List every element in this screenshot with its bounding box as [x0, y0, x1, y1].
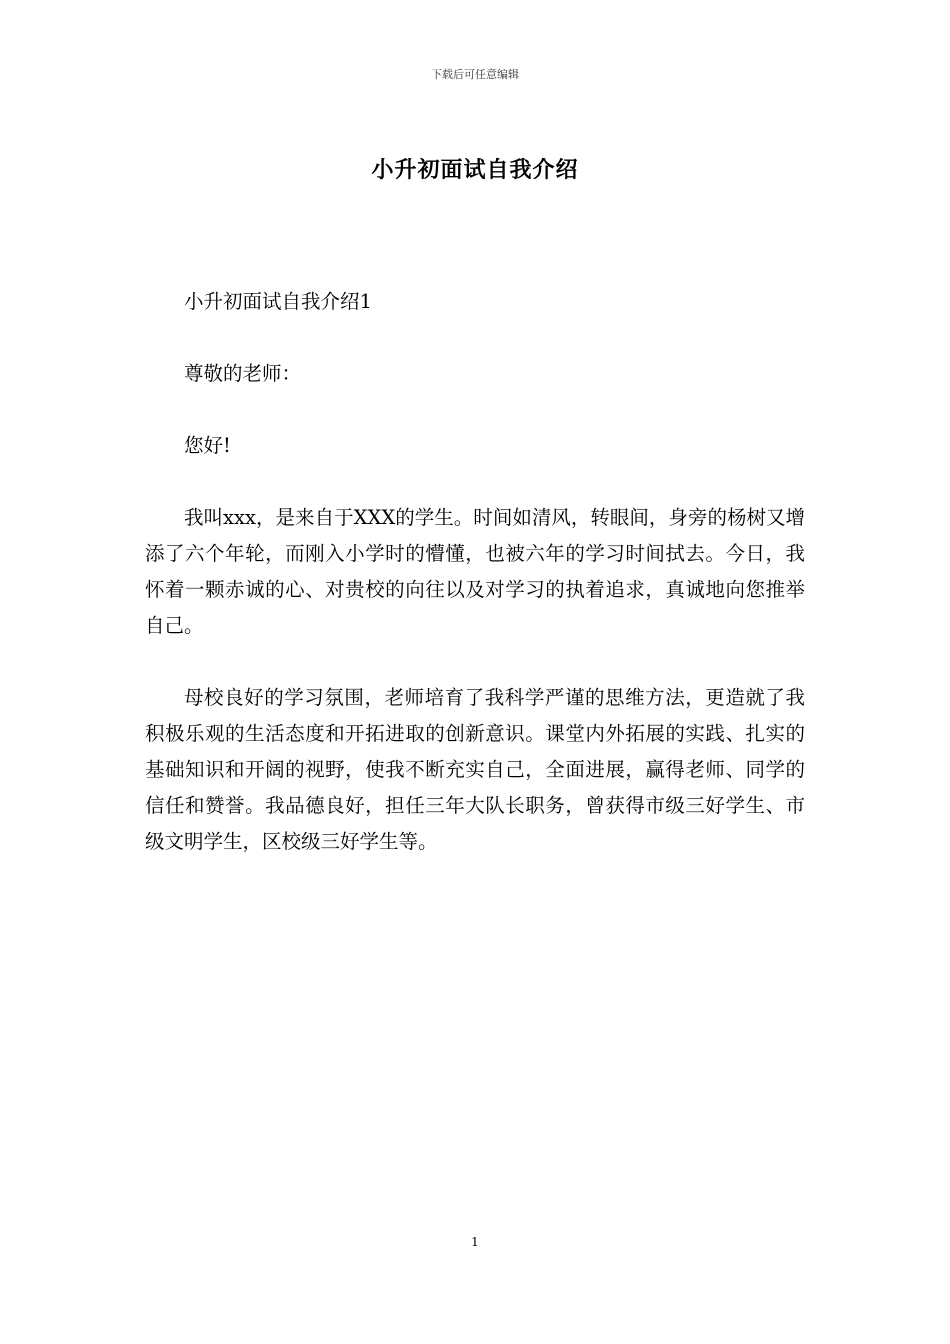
body-paragraph: 我叫xxx，是来自于XXX的学生。时间如清风，转眼间，身旁的杨树又增添了六个年轮，而刚入小学时的懵懂，也被六年的学习时间拭去。今日，我怀着一颗赤诚的心、对贵校的向往以及对学习的执着追求，真诚地向您推举自己。	[145, 506, 805, 637]
header-note: 下载后可任意编辑	[431, 68, 519, 81]
document-body	[145, 284, 805, 896]
body-paragraph: 母校良好的学习氛围，老师培育了我科学严谨的思维方法，更造就了我积极乐观的生活态度和开拓进取的创新意识。课堂内外拓展的实践、扎实的基础知识和开阔的视野，使我不断充实自己，全面进展，赢得老师、同学的信任和赞誉。我品德良好，担任三年大队长职务，曾获得市级三好学生、市级文明学生，区校级三好学生等。	[145, 686, 805, 853]
document-title: 小升初面试自我介绍	[371, 157, 579, 183]
greeting: 您好!	[184, 434, 231, 457]
page-number: 1	[471, 1235, 479, 1249]
section-heading: 小升初面试自我介绍1	[184, 290, 372, 313]
salutation: 尊敬的老师：	[184, 362, 302, 385]
